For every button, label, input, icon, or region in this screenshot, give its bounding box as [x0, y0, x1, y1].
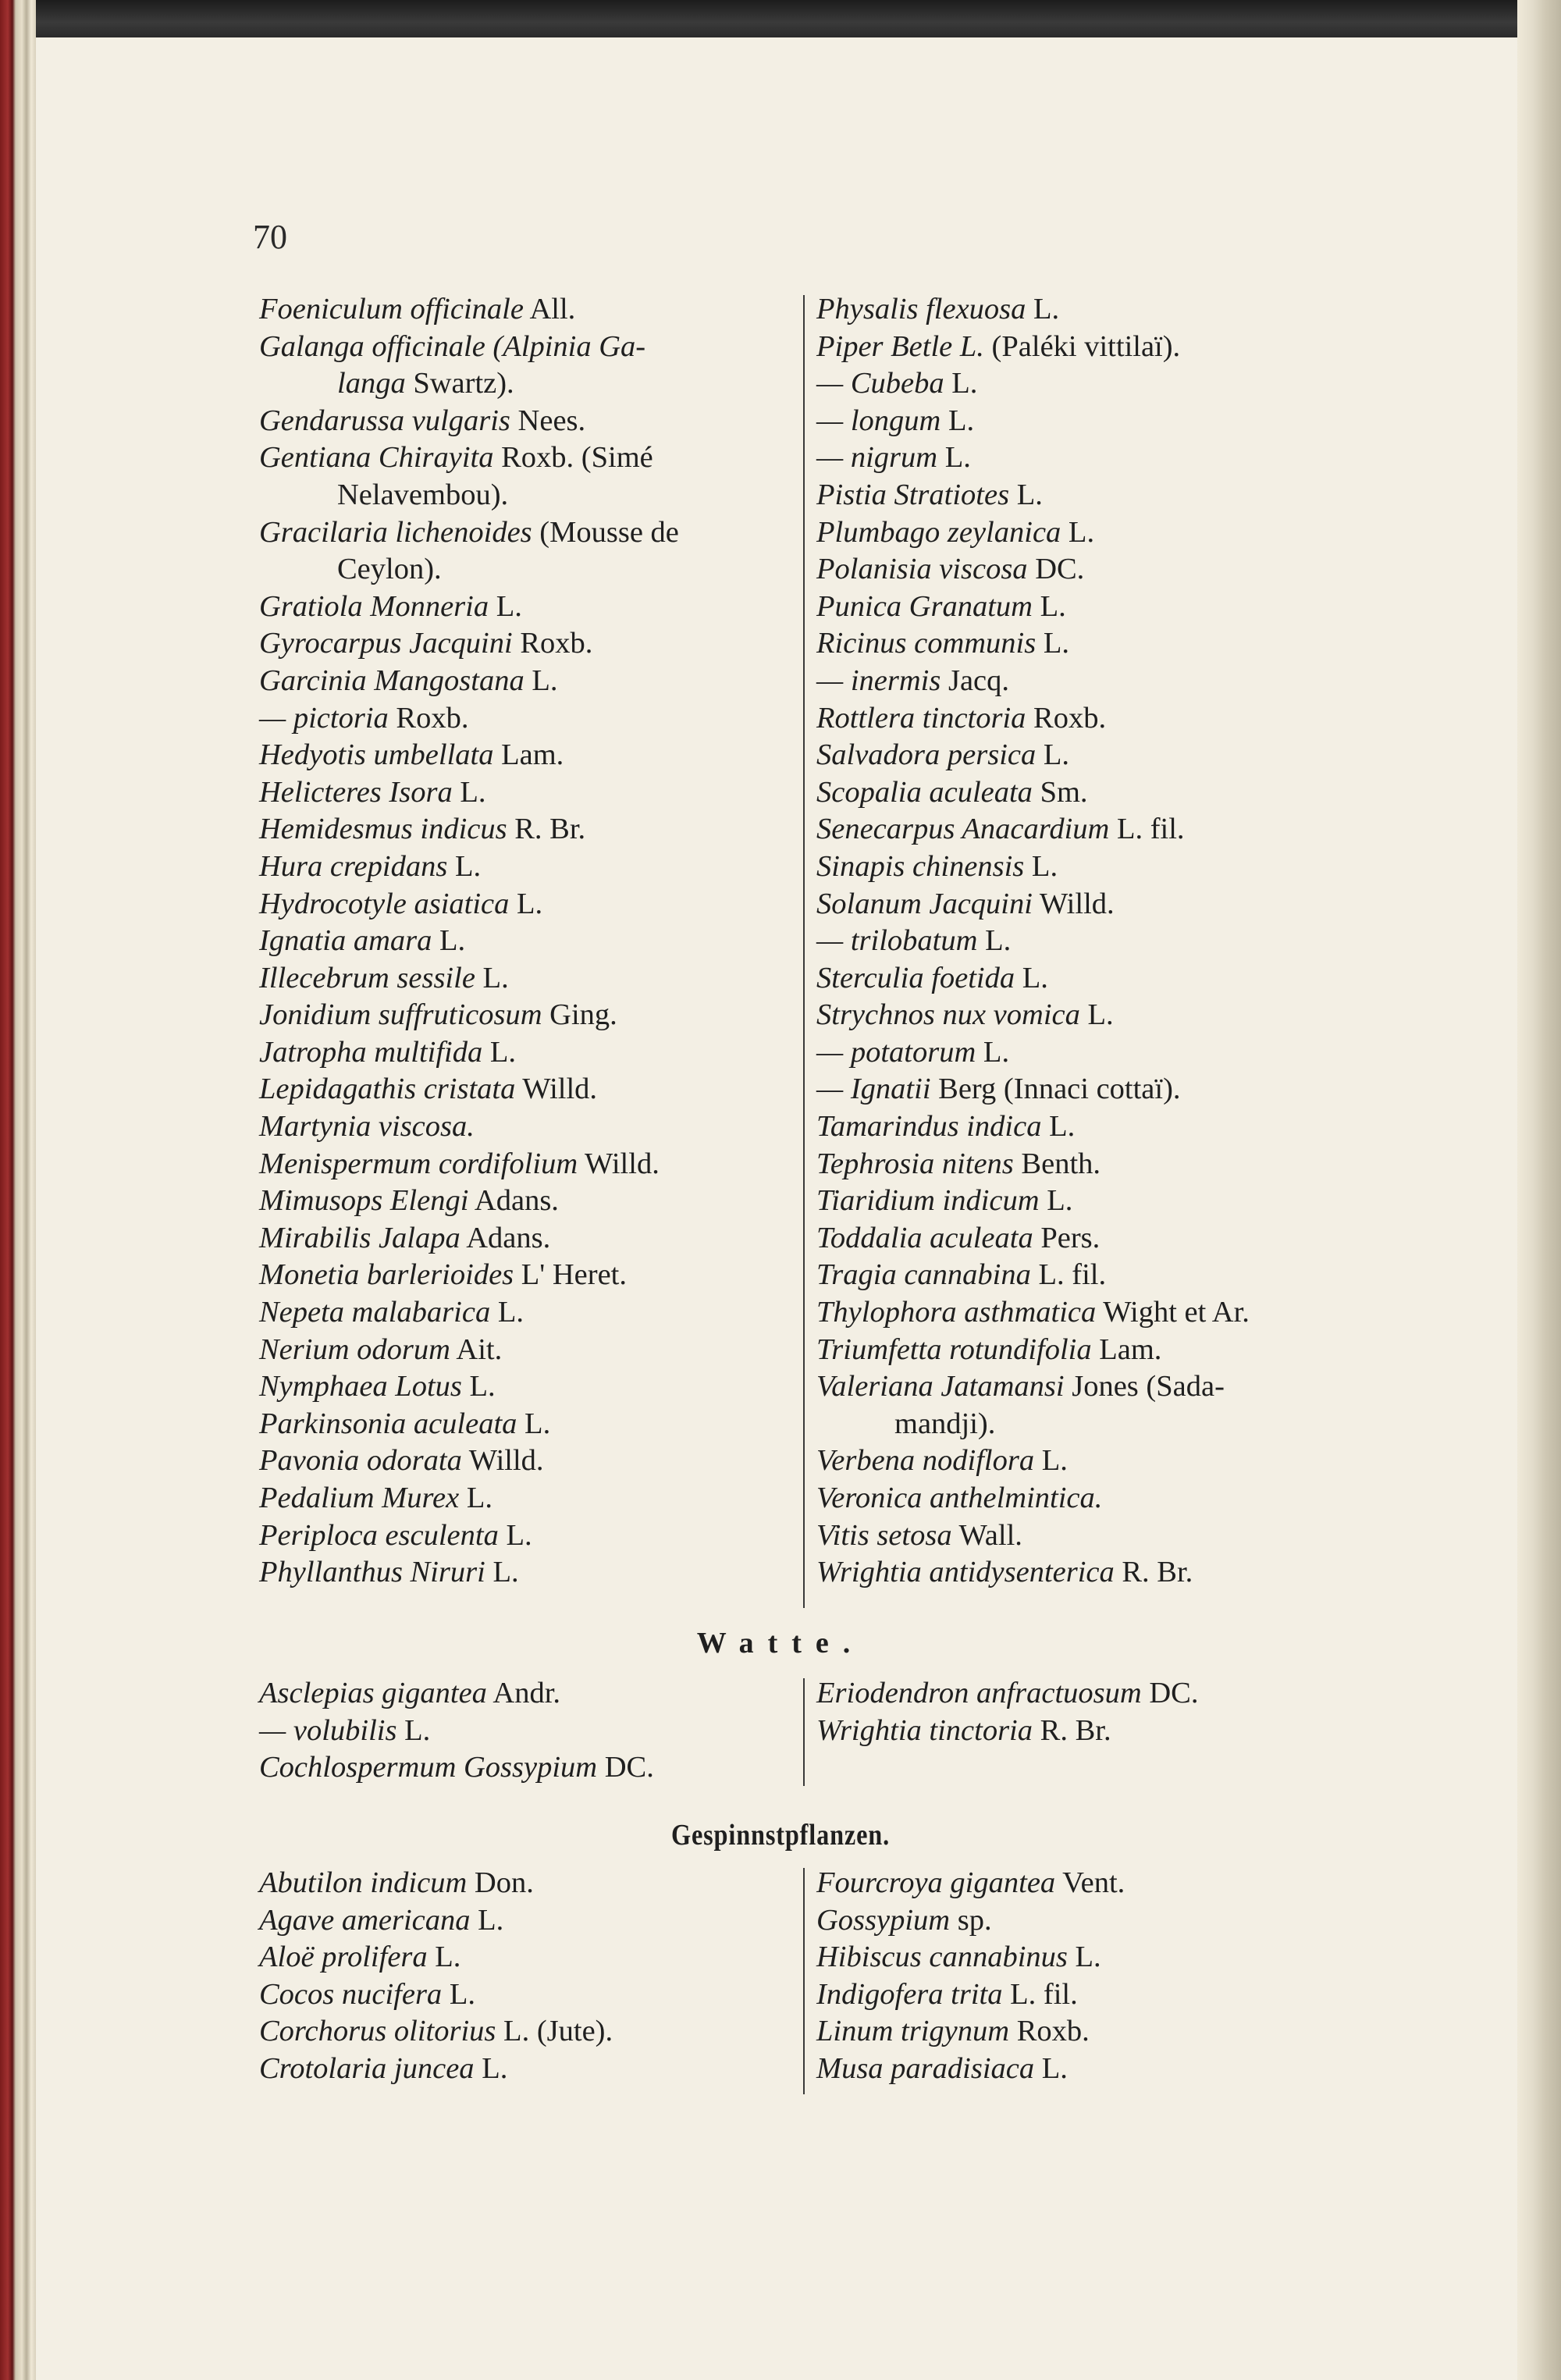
species-name: Musa paradisiaca [816, 2051, 1035, 2085]
list-entry [259, 997, 798, 1034]
author-citation: L. [937, 441, 971, 475]
species-name: Senecarpus Anacardium [816, 813, 1110, 846]
author-citation: Nees. [510, 404, 586, 437]
species-name: Punica Granatum [816, 589, 1033, 623]
list-entry [816, 2013, 1363, 2051]
species-name: Mirabilis Jalapa [259, 1221, 460, 1254]
species-name: Pedalium Murex [259, 1482, 460, 1514]
species-name: Gracilaria lichenoides [259, 515, 532, 549]
list-entry [816, 2051, 1363, 2088]
species-name: Physalis flexuosa [816, 293, 1026, 326]
list-entry [816, 589, 1363, 626]
list-entry [259, 1749, 798, 1787]
species-name: Hibiscus cannabinus [816, 1941, 1068, 1974]
author-citation: L. [1015, 961, 1048, 994]
gespinnst-list-left [259, 1865, 798, 2088]
species-name: Ignatia amara [259, 924, 432, 958]
species-name: Tephrosia nitens [816, 1147, 1014, 1180]
list-entry [259, 551, 798, 589]
list-entry [259, 811, 798, 848]
list-entry [816, 1713, 1363, 1750]
list-entry [259, 848, 798, 886]
species-name: Helicteres Isora [259, 775, 453, 809]
species-name: Pistia Stratiotes [816, 478, 1010, 511]
author-citation: L. fil. [1002, 1977, 1078, 2011]
section-title-watte: Watte. [696, 1627, 865, 1660]
species-name: Cochlospermum Gossypium [259, 1751, 598, 1784]
species-name: — potatorum [816, 1035, 976, 1069]
page-number: 70 [253, 218, 287, 256]
list-entry [816, 663, 1363, 700]
author-citation: L. fil. [1109, 813, 1185, 846]
species-name: — longum [816, 404, 941, 437]
species-name: — Cubeba [816, 367, 944, 400]
species-name: — Ignatii [816, 1073, 931, 1106]
author-citation: sp. [950, 1903, 992, 1937]
author-citation: Don. [467, 1866, 534, 1899]
author-citation: L. [1036, 627, 1070, 660]
author-citation: DC. [1027, 553, 1085, 586]
author-citation: L. [1041, 1110, 1076, 1144]
species-name: Gentiana Chirayita [259, 441, 494, 475]
author-citation: Nelavembou). [337, 478, 509, 511]
author-citation: L. [1039, 1184, 1073, 1218]
list-entry [259, 1865, 798, 1902]
author-citation: L. [509, 887, 543, 920]
list-entry [259, 477, 798, 514]
author-citation: Jones (Sada- [1064, 1370, 1225, 1403]
species-name: Piper Betle L. [816, 329, 984, 363]
list-entry [816, 291, 1363, 329]
list-entry [259, 1480, 798, 1517]
list-entry [816, 1220, 1363, 1258]
species-name: Corchorus olitorius [259, 2015, 496, 2048]
list-entry [259, 774, 798, 812]
species-name: Sinapis chinensis [816, 849, 1025, 883]
list-entry [816, 1976, 1363, 2014]
author-citation: Wall. [951, 1518, 1022, 1552]
author-citation: Benth. [1013, 1147, 1101, 1180]
species-name: Vitis setosa [816, 1518, 952, 1552]
author-citation: L. [1079, 998, 1114, 1032]
book-right-edge [1517, 0, 1561, 2380]
list-entry [259, 1368, 798, 1406]
list-entry [816, 1146, 1363, 1183]
species-name: Nepeta malabarica [259, 1296, 491, 1329]
species-name: Sterculia foetida [816, 961, 1015, 994]
list-entry [816, 1480, 1363, 1517]
author-citation: L. [442, 1977, 475, 2011]
list-entry [816, 439, 1363, 477]
author-citation: L. [1026, 293, 1060, 326]
species-name: Thylophora asthmatica [816, 1296, 1097, 1329]
book-top-edge [0, 0, 1561, 37]
author-citation: L. [1034, 1444, 1068, 1478]
list-entry [816, 1071, 1363, 1108]
author-citation: Roxb. [512, 627, 593, 660]
list-entry [259, 1675, 798, 1713]
author-citation: L. [427, 1941, 461, 1974]
author-citation: DC. [597, 1751, 654, 1784]
list-entry [816, 365, 1363, 403]
species-name: Hydrocotyle asiatica [259, 887, 510, 920]
author-citation: L. (Jute). [496, 2015, 613, 2048]
species-name: Strychnos nux vomica [816, 998, 1080, 1032]
author-citation: Andr. [486, 1677, 561, 1709]
author-citation: Adans. [460, 1221, 551, 1254]
list-entry [259, 1220, 798, 1258]
species-name: Gendarussa vulgaris [259, 404, 510, 437]
species-name: Triumfetta rotundifolia [816, 1332, 1092, 1366]
author-citation: R. Br. [1114, 1556, 1193, 1589]
author-citation: Adans. [468, 1184, 559, 1218]
species-name: langa [337, 367, 406, 400]
list-entry [259, 2051, 798, 2088]
author-citation: Willd. [461, 1444, 544, 1478]
species-name: — volubilis [259, 1713, 397, 1747]
author-citation: Berg (Innaci cottaï). [930, 1073, 1181, 1106]
author-citation: Roxb. [1009, 2015, 1090, 2048]
author-citation: L. [482, 1035, 517, 1069]
list-entry [816, 1554, 1363, 1592]
author-citation: Wight et Ar. [1096, 1296, 1250, 1329]
species-name: Tiaridium indicum [816, 1184, 1040, 1218]
list-entry [259, 923, 798, 960]
list-entry [259, 329, 798, 366]
book-left-edge [0, 0, 36, 2380]
species-name: Foeniculum officinale [259, 293, 524, 326]
column-divider [803, 295, 805, 1608]
species-name: Illecebrum sessile [259, 961, 475, 994]
author-citation: Roxb. [1026, 701, 1107, 735]
author-citation: mandji). [894, 1407, 996, 1440]
author-citation: L. [475, 961, 509, 994]
list-entry [816, 848, 1363, 886]
species-name: Aloë prolifera [259, 1941, 428, 1974]
species-name: Garcinia Mangostana [259, 663, 524, 697]
author-citation: L. [461, 1370, 496, 1403]
author-citation: L. [474, 2051, 508, 2085]
species-name: Lepidagathis cristata [259, 1073, 516, 1106]
species-name: Abutilon indicum [259, 1866, 468, 1899]
gespinnst-list-right [816, 1865, 1363, 2088]
species-name: Hura crepidans [259, 849, 448, 883]
species-name: Plumbago zeylanica [816, 515, 1061, 549]
author-citation: L. [1061, 515, 1095, 549]
list-entry [816, 997, 1363, 1034]
author-citation: Willd. [578, 1147, 660, 1180]
list-entry [259, 1183, 798, 1220]
author-citation: L. [470, 1903, 504, 1937]
species-name: Ricinus communis [816, 627, 1037, 660]
species-name: Polanisia viscosa [816, 553, 1028, 586]
author-citation: (Mousse de [532, 515, 679, 549]
list-entry [259, 514, 798, 552]
list-entry [816, 737, 1363, 774]
species-name: Galanga officinale (Alpinia Ga- [259, 329, 646, 363]
species-name: Scopalia aculeata [816, 775, 1033, 809]
list-entry [259, 1108, 798, 1146]
list-entry [816, 514, 1363, 552]
author-citation: L. [976, 1035, 1010, 1069]
author-citation: Lam. [1091, 1332, 1162, 1366]
list-entry [816, 700, 1363, 738]
list-entry [816, 1294, 1363, 1332]
species-name: Toddalia aculeata [816, 1221, 1033, 1254]
species-name: Gyrocarpus Jacquini [259, 627, 513, 660]
author-citation: Pers. [1033, 1221, 1101, 1254]
species-name: Linum trigynum [816, 2015, 1010, 2048]
author-citation: Jacq. [941, 663, 1010, 697]
list-entry [259, 1939, 798, 1976]
list-entry [816, 886, 1363, 923]
author-citation: Ging. [542, 998, 617, 1032]
author-citation: Roxb. [388, 701, 469, 735]
species-name: Solanum Jacquini [816, 887, 1033, 920]
list-entry [816, 551, 1363, 589]
list-entry [259, 1902, 798, 1940]
species-name: Veronica anthelmintica. [816, 1482, 1103, 1514]
author-citation: (Paléki vittilaï). [983, 329, 1181, 363]
author-citation: DC. [1141, 1677, 1199, 1709]
list-entry [816, 1034, 1363, 1072]
species-name: — nigrum [816, 441, 938, 475]
list-entry [816, 1257, 1363, 1294]
list-entry [259, 737, 798, 774]
species-name: — inermis [816, 663, 941, 697]
species-name: Parkinsonia aculeata [259, 1407, 517, 1440]
author-citation: L. [1024, 849, 1058, 883]
list-entry [816, 329, 1363, 366]
column-divider [803, 1868, 805, 2094]
species-name: Salvadora persica [816, 738, 1037, 772]
author-citation: R. Br. [507, 813, 586, 846]
species-name: Indigofera trita [816, 1977, 1003, 2011]
list-entry [816, 1183, 1363, 1220]
species-name: Jatropha multifida [259, 1035, 483, 1069]
section-title-gespinnstpflanzen: Gespinnstpflanzen. [670, 1819, 891, 1852]
species-name: Monetia barlerioides [259, 1258, 514, 1292]
author-citation: L. [432, 924, 466, 958]
list-entry [816, 1443, 1363, 1480]
author-citation: Lam. [493, 738, 564, 772]
list-entry [816, 1368, 1363, 1406]
author-citation: L. [490, 1296, 524, 1329]
species-name: Nerium odorum [259, 1332, 450, 1366]
list-entry [816, 477, 1363, 514]
list-entry [259, 1976, 798, 2014]
species-name: Periploca esculenta [259, 1518, 499, 1552]
list-entry [259, 1332, 798, 1369]
author-citation: Willd. [515, 1073, 598, 1106]
list-entry [259, 291, 798, 329]
species-name: Rottlera tinctoria [816, 701, 1026, 735]
list-entry [816, 960, 1363, 998]
author-citation: Roxb. (Simé [493, 441, 653, 475]
author-citation: L. [459, 1482, 493, 1514]
list-entry [259, 1554, 798, 1592]
species-name: Gossypium [816, 1903, 951, 1937]
list-entry [816, 1939, 1363, 1976]
list-entry [259, 700, 798, 738]
list-entry [816, 625, 1363, 663]
author-citation: L. [452, 775, 486, 809]
list-entry [816, 1865, 1363, 1902]
author-citation: L. [489, 589, 522, 623]
list-entry [259, 1294, 798, 1332]
species-name: Hedyotis umbellata [259, 738, 494, 772]
author-citation: R. Br. [1033, 1713, 1111, 1747]
species-name: Cocos nucifera [259, 1977, 443, 2011]
list-entry [259, 1713, 798, 1750]
species-name: Nymphaea Lotus [259, 1370, 462, 1403]
list-entry [259, 2013, 798, 2051]
species-name: Fourcroya gigantea [816, 1866, 1056, 1899]
author-citation: L. [524, 663, 558, 697]
species-name: Tragia cannabina [816, 1258, 1031, 1292]
author-citation: L. [485, 1556, 519, 1589]
list-entry [259, 1443, 798, 1480]
list-entry [259, 1406, 798, 1443]
list-entry [259, 1257, 798, 1294]
species-name: Tamarindus indica [816, 1110, 1042, 1144]
species-name: Jonidium suffruticosum [259, 998, 542, 1032]
species-name: Martynia viscosa. [259, 1110, 475, 1144]
author-citation: L. [1009, 478, 1043, 511]
species-name: Agave americana [259, 1903, 471, 1937]
species-name: Verbena nodiflora [816, 1444, 1035, 1478]
author-citation: Sm. [1032, 775, 1088, 809]
species-name: Wrightia antidysenterica [816, 1556, 1115, 1589]
author-citation: Willd. [1032, 887, 1115, 920]
species-name: Phyllanthus Niruri [259, 1556, 485, 1589]
species-name: Hemidesmus indicus [259, 813, 507, 846]
list-entry [259, 1146, 798, 1183]
list-entry [259, 1034, 798, 1072]
list-entry [816, 774, 1363, 812]
author-citation: L. [944, 367, 978, 400]
author-citation: L. [1032, 589, 1066, 623]
author-citation: L' Heret. [514, 1258, 627, 1292]
author-citation: L. [447, 849, 482, 883]
list-entry [259, 663, 798, 700]
list-entry [816, 403, 1363, 440]
author-citation: Ceylon). [337, 553, 442, 586]
author-citation: L. [977, 924, 1012, 958]
species-name: Asclepias gigantea [259, 1677, 487, 1709]
species-name: Gratiola Monneria [259, 589, 489, 623]
author-citation: L. [396, 1713, 431, 1747]
list-entry [816, 1406, 1363, 1443]
author-citation: L. fil. [1030, 1258, 1107, 1292]
main-list-right [816, 291, 1363, 1592]
species-name: Pavonia odorata [259, 1444, 462, 1478]
species-name: — trilobatum [816, 924, 978, 958]
list-entry [259, 1071, 798, 1108]
species-name: Mimusops Elengi [259, 1184, 469, 1218]
main-list-left [259, 291, 798, 1592]
list-entry [259, 403, 798, 440]
author-citation: L. [1036, 738, 1070, 772]
list-entry [259, 886, 798, 923]
list-entry [259, 365, 798, 403]
author-citation: Ait. [450, 1332, 503, 1366]
author-citation: Swartz). [405, 367, 514, 400]
author-citation: L. [1034, 2051, 1068, 2085]
watte-list-right [816, 1675, 1363, 1749]
list-entry [259, 1517, 798, 1555]
list-entry [816, 1675, 1363, 1713]
list-entry [259, 625, 798, 663]
list-entry [816, 923, 1363, 960]
list-entry [259, 589, 798, 626]
list-entry [816, 811, 1363, 848]
species-name: Eriodendron anfractuosum [816, 1677, 1142, 1709]
author-citation: L. [1067, 1941, 1101, 1974]
watte-list-left [259, 1675, 798, 1787]
author-citation: All. [523, 293, 576, 326]
species-name: Valeriana Jatamansi [816, 1370, 1065, 1403]
species-name: Menispermum cordifolium [259, 1147, 578, 1180]
species-name: Crotolaria juncea [259, 2051, 475, 2085]
author-citation: L. [941, 404, 975, 437]
author-citation: Vent. [1055, 1866, 1125, 1899]
list-entry [259, 439, 798, 477]
column-divider [803, 1678, 805, 1786]
author-citation: L. [517, 1407, 551, 1440]
list-entry [816, 1517, 1363, 1555]
species-name: — pictoria [259, 701, 389, 735]
list-entry [816, 1902, 1363, 1940]
author-citation: L. [498, 1518, 532, 1552]
species-name: Wrightia tinctoria [816, 1713, 1033, 1747]
list-entry [259, 960, 798, 998]
list-entry [816, 1108, 1363, 1146]
list-entry [816, 1332, 1363, 1369]
